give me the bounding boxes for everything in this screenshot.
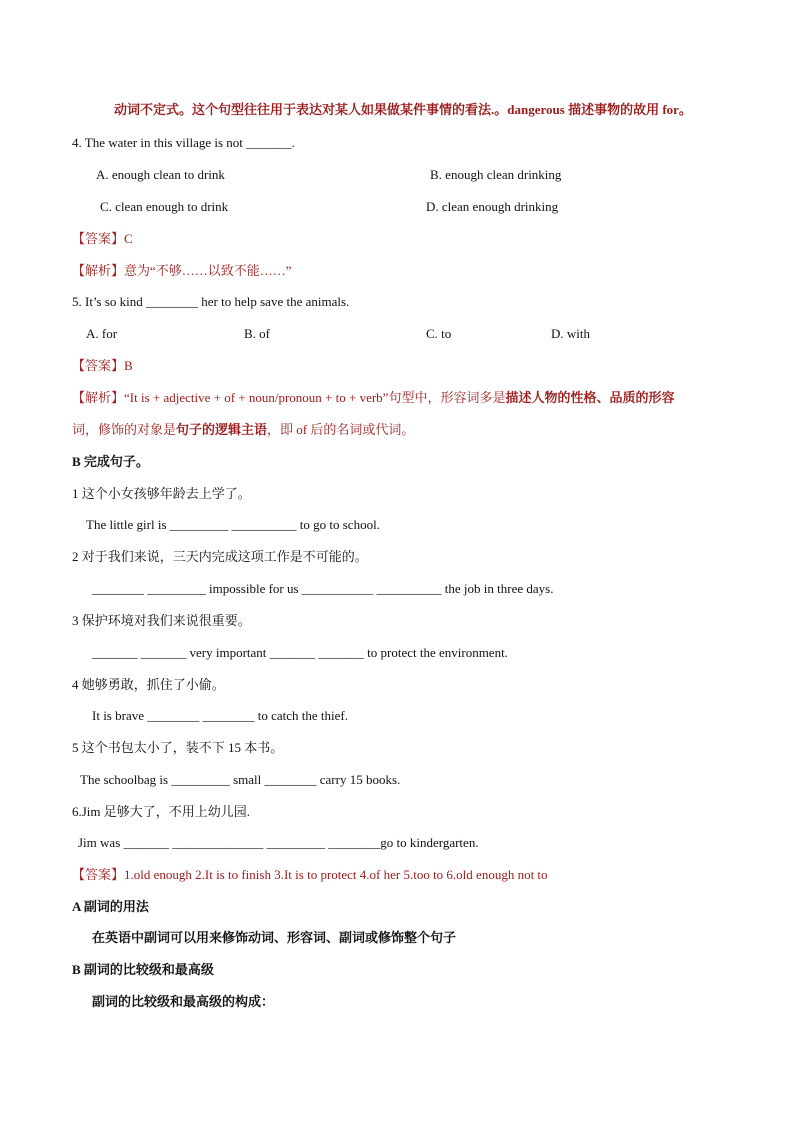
intro-line bbox=[114, 101, 692, 119]
question-4-option-b: B. enough clean drinking bbox=[430, 167, 562, 182]
question-4-analysis: 【解析】意为“不够……以致不能……” bbox=[72, 263, 292, 278]
analysis-2-part-b: 句子的逻辑主语 bbox=[176, 422, 268, 437]
item-1-chinese: 1 这个小女孩够年龄去上学了。 bbox=[72, 486, 251, 501]
question-4-option-a: A. enough clean to drink bbox=[96, 167, 225, 182]
item-2-english: ________ _________ impossible for us ___________ __________ the job in three days. bbox=[92, 581, 554, 596]
item-6-chinese: 6.Jim 足够大了，不用上幼儿园. bbox=[72, 804, 251, 819]
question-5-option-d: D. with bbox=[551, 326, 590, 341]
question-5-option-b: B. of bbox=[244, 326, 270, 341]
question-5-stem: 5. It’s so kind ________ her to help save the animals. bbox=[72, 294, 350, 309]
section-adverb-usage-desc: 在英语中副词可以用来修饰动词、形容词、副词或修饰整个句子 bbox=[92, 930, 457, 945]
item-2-chinese: 2 对于我们来说，三天内完成这项工作是不可能的。 bbox=[72, 549, 368, 564]
section-adverb-usage-title: A 副词的用法 bbox=[72, 899, 149, 914]
analysis-2-part-c: ，即 of 后的名词或代词。 bbox=[267, 422, 415, 437]
analysis-1-part-b: 描述人物的性格、品质的形容 bbox=[505, 390, 675, 405]
item-4-chinese: 4 她够勇敢，抓住了小偷。 bbox=[72, 677, 225, 692]
section-adverb-compare-title: B 副词的比较级和最高级 bbox=[72, 962, 214, 977]
section-b-answers: 【答案】1.old enough 2.It is to finish 3.It is to protect 4.of her 5.too to 6.old enough not to bbox=[72, 867, 548, 882]
question-4-stem: 4. The water in this village is not _______. bbox=[72, 135, 295, 150]
intro-text-b: 描述事物的故用 for。 bbox=[568, 102, 692, 117]
analysis-1-part-a: 【解析】“It is + adjective + of + noun/pronoun + to + verb”句型中，形容词多是 bbox=[72, 390, 506, 405]
question-4-answer: 【答案】C bbox=[72, 231, 133, 246]
item-1-english: The little girl is _________ __________ to go to school. bbox=[86, 517, 380, 532]
item-4-english: It is brave ________ ________ to catch the thief. bbox=[92, 708, 348, 723]
item-3-chinese: 3 保护环境对我们来说很重要。 bbox=[72, 613, 251, 628]
question-4-option-c: C. clean enough to drink bbox=[100, 199, 229, 214]
question-4-option-d: D. clean enough drinking bbox=[426, 199, 559, 214]
section-b-title: B 完成句子。 bbox=[72, 454, 149, 469]
question-5-option-a: A. for bbox=[86, 326, 118, 341]
item-3-english: _______ _______ very important _______ _______ to protect the environment. bbox=[92, 645, 508, 660]
item-5-chinese: 5 这个书包太小了，装不下 15 本书。 bbox=[72, 740, 284, 755]
item-6-english: Jim was _______ ______________ _________ ________go to kindergarten. bbox=[78, 835, 479, 850]
section-adverb-compare-desc: 副词的比较级和最高级的构成： bbox=[92, 994, 275, 1009]
question-5-option-c: C. to bbox=[426, 326, 452, 341]
question-5-analysis-line-2 bbox=[72, 421, 414, 439]
analysis-2-part-a: 词，修饰的对象是 bbox=[72, 422, 177, 437]
intro-text-a: 动词不定式。这个句型往往用于表达对某人如果做某件事情的看法.。dangerous bbox=[114, 102, 565, 117]
item-5-english: The schoolbag is _________ small ________ carry 15 books. bbox=[80, 772, 401, 787]
question-5-answer: 【答案】B bbox=[72, 358, 133, 373]
question-5-analysis-line-1 bbox=[72, 389, 674, 407]
